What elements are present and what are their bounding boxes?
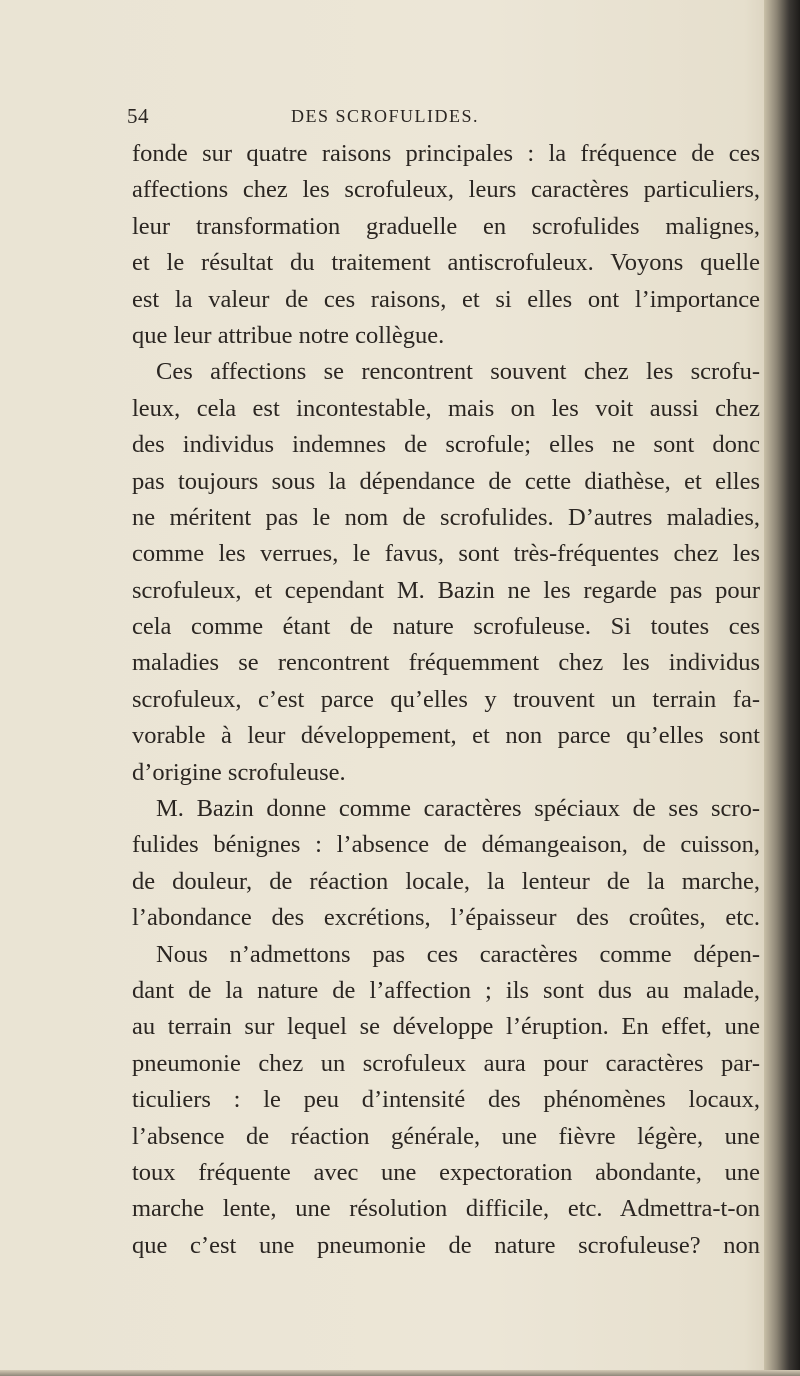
- text-line: et le résultat du traitement antiscrofuleux. Voyons quelle: [132, 249, 760, 277]
- text-line: fonde sur quatre raisons principales : la fréquence de ces: [132, 140, 760, 167]
- text-line: leux, cela est incontestable, mais on les voit aussi chez: [132, 394, 760, 422]
- text-line: leur transformation graduelle en scrofulides malignes,: [132, 212, 760, 240]
- text-line: d’origine scrofuleuse.: [132, 758, 346, 786]
- page-header: [127, 104, 767, 136]
- text-line: que leur attribue notre collègue.: [132, 321, 445, 349]
- text-line: comme les verrues, le favus, sont très-fréquentes chez les: [132, 540, 760, 568]
- text-line: l’abondance des excrétions, l’épaisseur des croûtes, etc.: [132, 904, 760, 932]
- text-line: Nous n’admettons pas ces caractères comme dépen-: [156, 940, 760, 968]
- text-line: pneumonie chez un scrofuleux aura pour caractères par-: [132, 1049, 760, 1077]
- text-line: pas toujours sous la dépendance de cette diathèse, et elles: [132, 467, 760, 495]
- bottom-edge: [0, 1370, 800, 1376]
- text-line: maladies se rencontrent fréquemment chez les individus: [132, 649, 760, 677]
- text-line: ticuliers : le peu d’intensité des phénomènes locaux,: [132, 1086, 760, 1114]
- text-line: scrofuleux, et cependant M. Bazin ne les regarde pas pour: [132, 576, 760, 604]
- text-line: cela comme étant de nature scrofuleuse. Si toutes ces: [132, 613, 760, 641]
- text-line: au terrain sur lequel se développe l’éruption. En effet, une: [132, 1013, 760, 1041]
- text-line: Ces affections se rencontrent souvent chez les scrofu-: [156, 358, 760, 386]
- text-line: que c’est une pneumonie de nature scrofuleuse? non: [132, 1231, 760, 1259]
- text-line: M. Bazin donne comme caractères spéciaux de ses scro-: [156, 795, 760, 823]
- page-number: 54: [127, 104, 149, 128]
- body-text: [132, 136, 760, 1264]
- text-line: dant de la nature de l’affection ; ils sont dus au malade,: [132, 976, 760, 1004]
- binding-edge-shadow: [764, 0, 800, 1376]
- text-line: toux fréquente avec une expectoration abondante, une: [132, 1158, 760, 1186]
- text-line: marche lente, une résolution difficile, etc. Admettra-t-on: [132, 1195, 760, 1223]
- text-line: est la valeur de ces raisons, et si elles ont l’importance: [132, 285, 760, 313]
- running-head: DES SCROFULIDES.: [291, 106, 480, 126]
- text-line: ne méritent pas le nom de scrofulides. D’autres maladies,: [132, 503, 760, 531]
- text-line: l’absence de réaction générale, une fièvre légère, une: [132, 1122, 760, 1150]
- text-line: de douleur, de réaction locale, la lenteur de la marche,: [132, 867, 760, 895]
- text-line: affections chez les scrofuleux, leurs caractères particuliers,: [132, 176, 760, 204]
- text-line: scrofuleux, c’est parce qu’elles y trouvent un terrain fa-: [132, 685, 760, 713]
- text-line: des individus indemnes de scrofule; elles ne sont donc: [132, 431, 760, 459]
- text-line: vorable à leur développement, et non parce qu’elles sont: [132, 722, 760, 750]
- text-line: fulides bénignes : l’absence de démangeaison, de cuisson,: [132, 831, 760, 859]
